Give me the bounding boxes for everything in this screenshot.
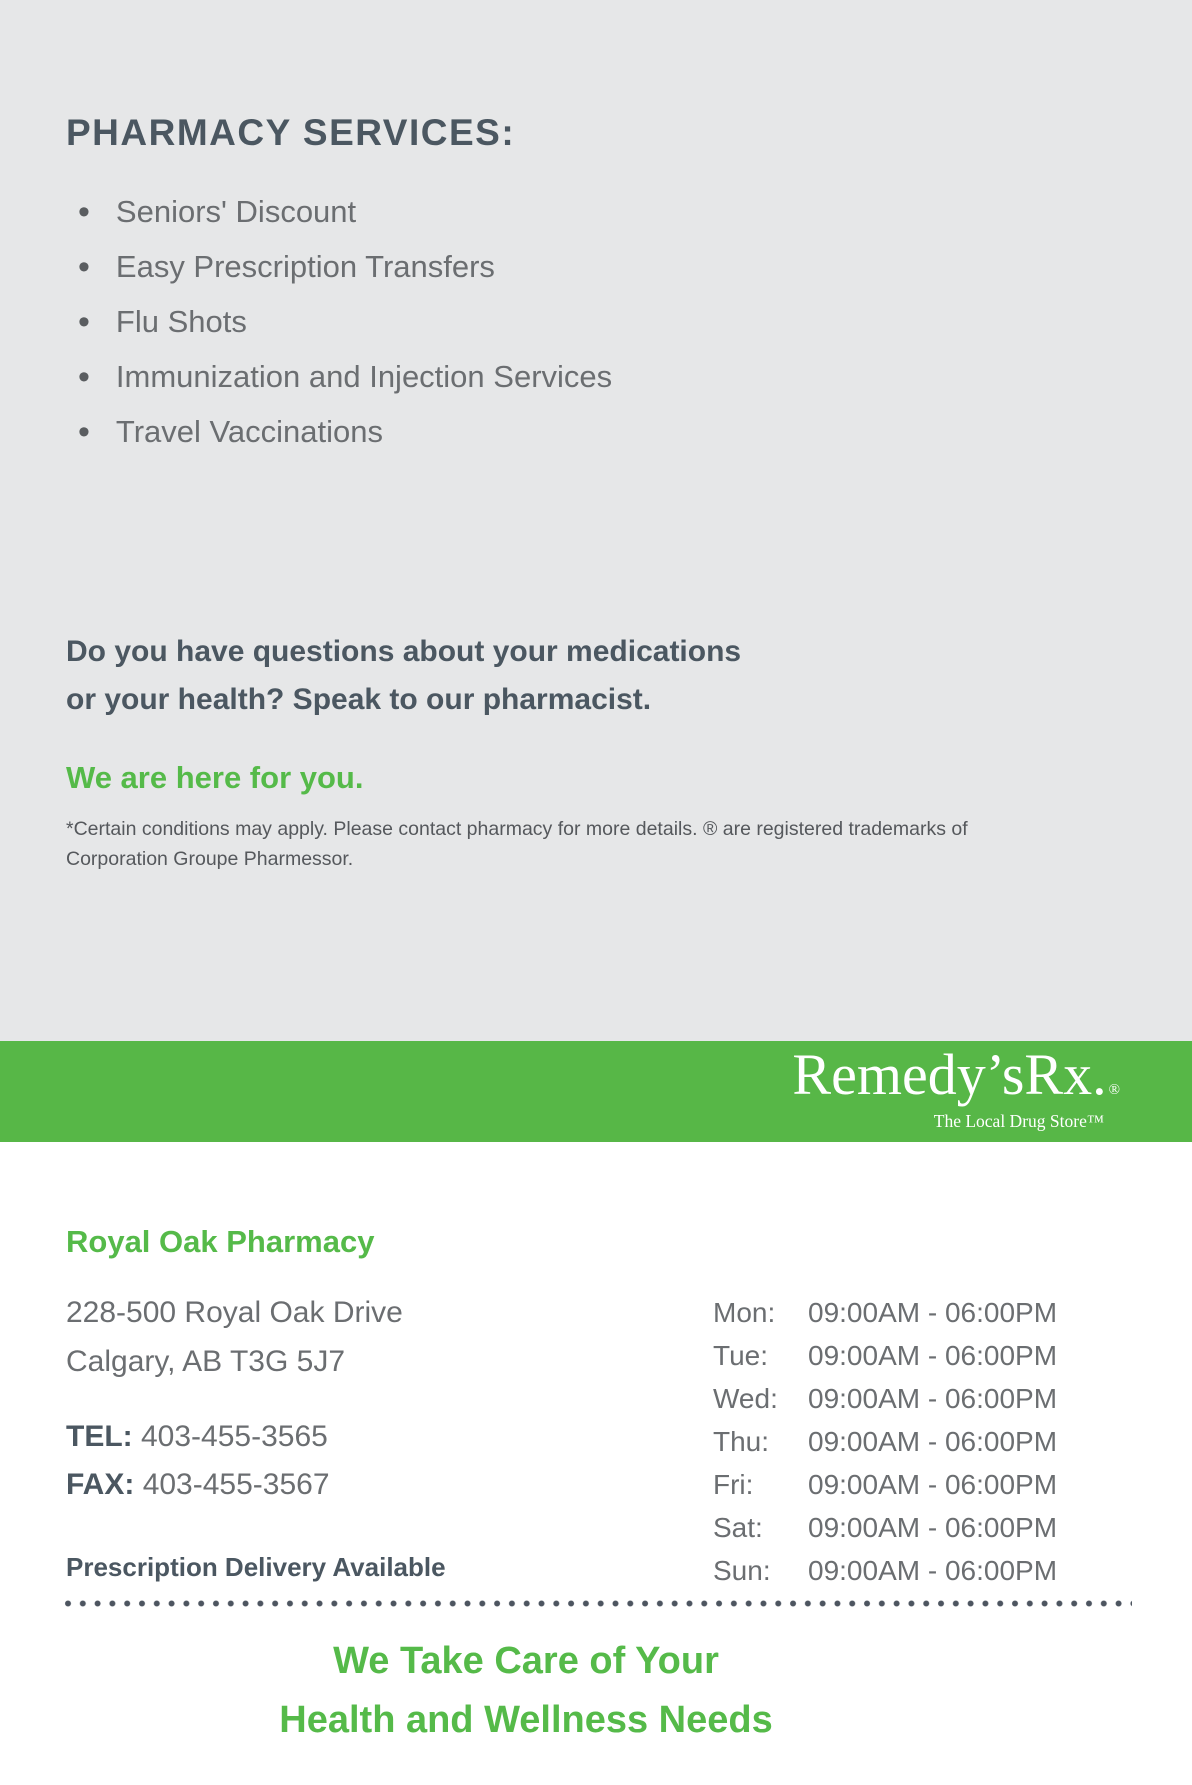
dotted-divider (64, 1599, 1132, 1608)
hours-time: 09:00AM - 06:00PM (808, 1296, 1058, 1328)
hours-day: Thu: (713, 1425, 770, 1457)
service-item-prescription-transfers: • Easy Prescription Transfers (78, 239, 612, 294)
services-heading: PHARMACY SERVICES: (66, 112, 516, 153)
hours-row-fri (713, 1463, 1057, 1506)
logo-text: Remedy’sRx. (792, 1042, 1107, 1107)
registered-trademark-symbol: ® (1108, 1082, 1120, 1098)
hours-day: Mon: (713, 1296, 776, 1328)
service-item-seniors-discount: • Seniors' Discount (78, 184, 612, 239)
disclaimer-text: *Certain conditions may apply. Please contact pharmacy for more details. ® are registered trademarks of Corporation Groupe Pharmessor. (66, 818, 968, 870)
pharmacy-address (66, 1288, 403, 1386)
delivery-note: Prescription Delivery Available (66, 1552, 446, 1582)
store-hours-table (713, 1291, 1057, 1592)
phone-fax-block (66, 1413, 330, 1509)
hours-row-sun (713, 1549, 1057, 1592)
service-item-travel-vaccinations: • Travel Vaccinations (78, 404, 612, 459)
hours-row-tue (713, 1334, 1057, 1377)
here-for-you-tagline: We are here for you. (66, 760, 364, 795)
hours-day: Fri: (713, 1468, 754, 1500)
tel-label: TEL: (66, 1420, 133, 1453)
questions-text (66, 628, 741, 724)
address-line2: Calgary, AB T3G 5J7 (66, 1345, 346, 1378)
hours-row-mon (713, 1291, 1057, 1334)
fax-number: 403-455-3567 (142, 1468, 330, 1501)
services-list (78, 184, 612, 459)
hours-row-sat (713, 1506, 1057, 1549)
questions-line2: or your health? Speak to our pharmacist. (66, 683, 652, 716)
fax-label: FAX: (66, 1468, 135, 1501)
service-item-immunization: • Immunization and Injection Services (78, 349, 612, 404)
pharmacy-name: Royal Oak Pharmacy (66, 1224, 375, 1259)
questions-line1: Do you have questions about your medications (66, 635, 742, 668)
footer-line1: We Take Care of Your (333, 1640, 719, 1682)
hours-time: 09:00AM - 06:00PM (808, 1468, 1058, 1500)
hours-day: Sun: (713, 1554, 771, 1586)
fax-line (66, 1461, 330, 1509)
hours-time: 09:00AM - 06:00PM (808, 1425, 1058, 1457)
hours-day: Wed: (713, 1382, 778, 1414)
hours-day: Sat: (713, 1511, 763, 1543)
tel-line (66, 1413, 330, 1461)
remedysrx-logo (792, 1043, 1120, 1130)
footer-line2: Health and Wellness Needs (279, 1699, 773, 1741)
brand-banner (0, 1041, 1192, 1142)
service-item-flu-shots: • Flu Shots (78, 294, 612, 349)
hours-day: Tue: (713, 1339, 768, 1371)
hours-time: 09:00AM - 06:00PM (808, 1554, 1058, 1586)
hours-time: 09:00AM - 06:00PM (808, 1511, 1058, 1543)
tel-number: 403-455-3565 (141, 1420, 328, 1453)
logo-tagline: The Local Drug Store™ (933, 1111, 1104, 1131)
hours-row-thu (713, 1420, 1057, 1463)
hours-time: 09:00AM - 06:00PM (808, 1382, 1058, 1414)
address-line1: 228-500 Royal Oak Drive (66, 1296, 403, 1329)
hours-time: 09:00AM - 06:00PM (808, 1339, 1058, 1371)
footer-tagline (66, 1632, 986, 1750)
hours-row-wed (713, 1377, 1057, 1420)
